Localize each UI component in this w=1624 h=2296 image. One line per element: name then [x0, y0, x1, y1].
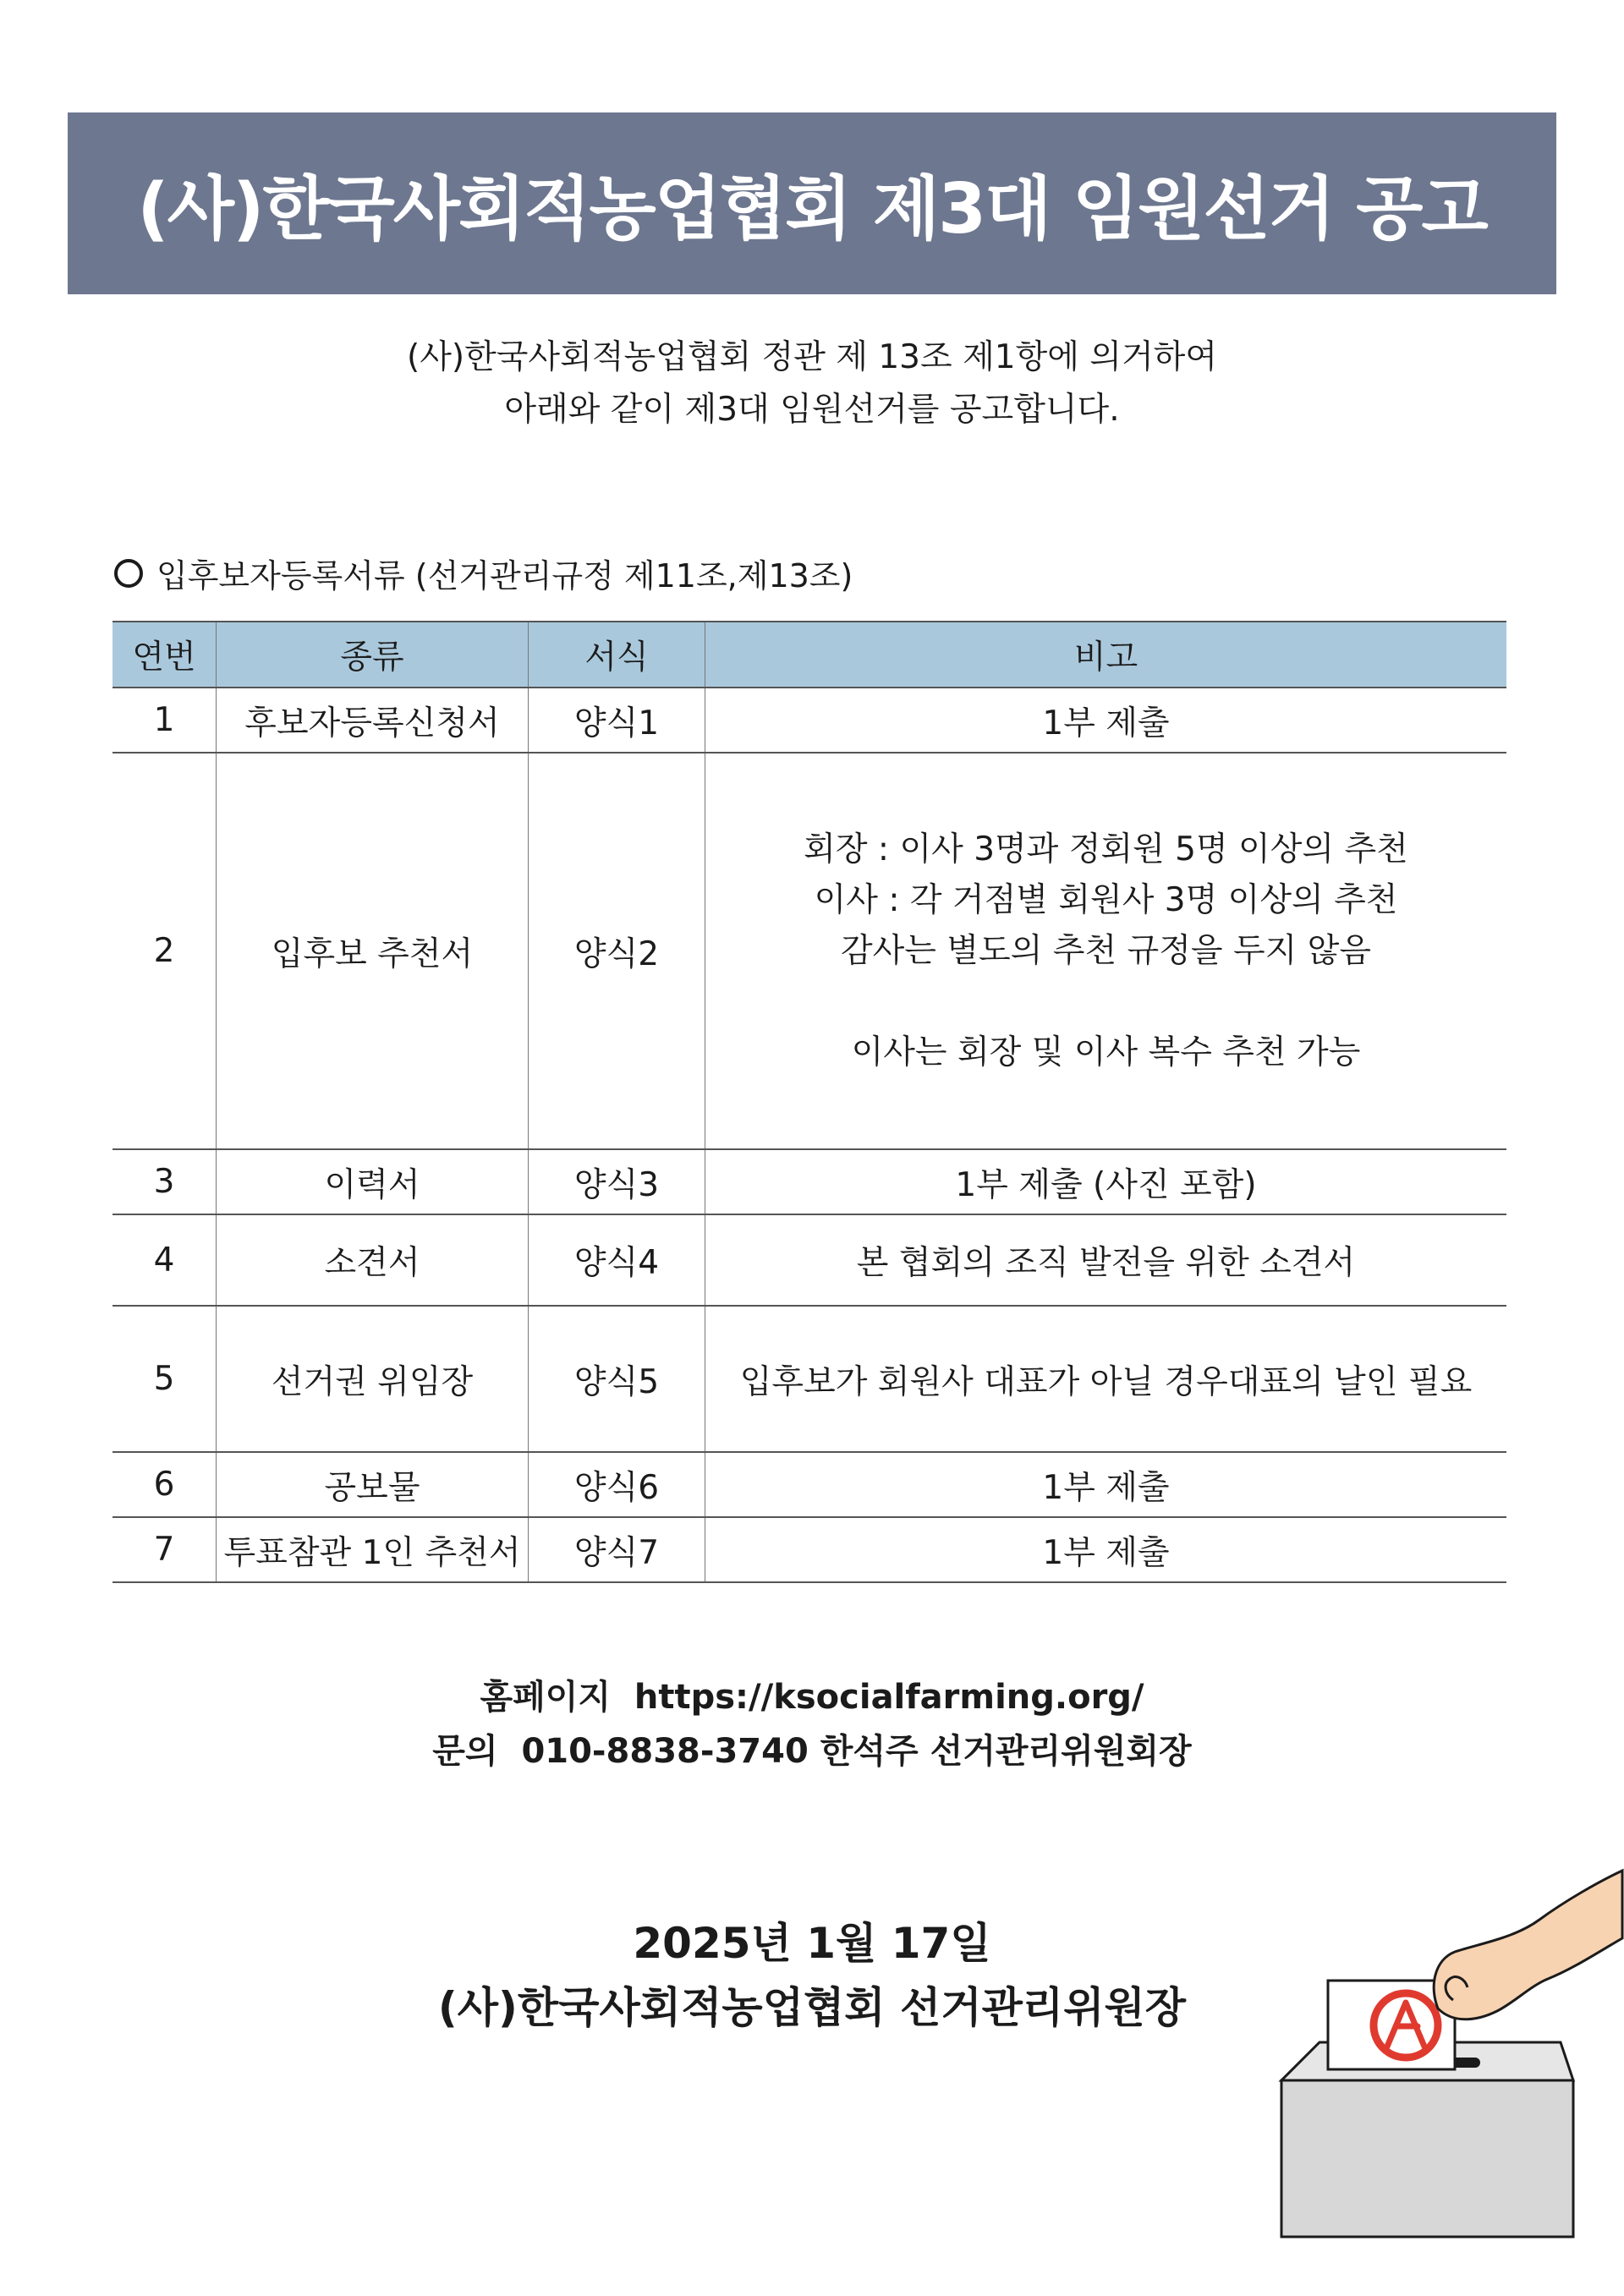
- intro-text: [0, 332, 1624, 436]
- remark-spacer: [705, 977, 1506, 1027]
- cell-kind: 공보물: [217, 1452, 529, 1517]
- intro-line-2: 아래와 같이 제3대 임원선거를 공고합니다.: [504, 391, 1120, 429]
- inquiry-value: 010-8838-3740 한석주 선거관리위원회장: [521, 1732, 1192, 1771]
- header-remarks: 비고: [705, 622, 1507, 688]
- cell-no: 5: [112, 1306, 217, 1452]
- homepage-label: 홈페이지: [480, 1678, 612, 1717]
- table-row: [112, 1306, 1506, 1452]
- table-row: [112, 1452, 1506, 1517]
- contact-info: [0, 1670, 1624, 1778]
- section-heading: [114, 550, 853, 596]
- circle-bullet-icon: [114, 559, 143, 588]
- cell-form: 양식5: [529, 1306, 705, 1452]
- cell-kind: 이력서: [217, 1149, 529, 1214]
- cell-no: 2: [112, 753, 217, 1149]
- remark-line: 감사는 별도의 추천 규정을 두지 않음: [840, 931, 1372, 970]
- header-kind: 종류: [217, 622, 529, 688]
- cell-form: 양식2: [529, 753, 705, 1149]
- documents-table: [112, 621, 1506, 1583]
- header-form: 서식: [529, 622, 705, 688]
- cell-remarks: 본 협회의 조직 발전을 위한 소견서: [705, 1214, 1507, 1306]
- cell-remarks: 1부 제출: [705, 688, 1507, 753]
- remark-line: 회장 : 이사 3명과 정회원 5명 이상의 추천: [804, 830, 1408, 869]
- cell-form: 양식4: [529, 1214, 705, 1306]
- cell-kind: 선거권 위임장: [217, 1306, 529, 1452]
- table-row: [112, 688, 1506, 753]
- cell-form: 양식1: [529, 688, 705, 753]
- cell-no: 3: [112, 1149, 217, 1214]
- announcement-date: 2025년 1월 17일: [633, 1919, 991, 1968]
- section-title: 입후보자등록서류 (선거관리규정 제11조,제13조): [156, 557, 853, 595]
- cell-kind: 투표참관 1인 추천서: [217, 1517, 529, 1582]
- table-header-row: [112, 622, 1506, 688]
- ballot-box-icon: [1243, 1860, 1624, 2249]
- table-row: [112, 753, 1506, 1149]
- issuer-name: (사)한국사회적농업협회 선거관리위원장: [437, 1983, 1187, 2032]
- cell-no: 6: [112, 1452, 217, 1517]
- cell-kind: 후보자등록신청서: [217, 688, 529, 753]
- title-banner: [68, 112, 1556, 294]
- cell-remarks: 1부 제출: [705, 1517, 1507, 1582]
- intro-line-1: (사)한국사회적농업협회 정관 제 13조 제1항에 의거하여: [406, 338, 1217, 376]
- inquiry-line: [0, 1724, 1624, 1778]
- table-row: [112, 1214, 1506, 1306]
- homepage-line: [0, 1670, 1624, 1724]
- remark-line: 이사 : 각 거점별 회원사 3명 이상의 추천: [814, 880, 1398, 919]
- homepage-link[interactable]: https://ksocialfarming.org/: [634, 1678, 1144, 1717]
- cell-remarks: 1부 제출: [705, 1452, 1507, 1517]
- page-title: (사)한국사회적농업협회 제3대 임원선거 공고: [137, 169, 1487, 249]
- cell-form: 양식3: [529, 1149, 705, 1214]
- cell-form: 양식7: [529, 1517, 705, 1582]
- cell-form: 양식6: [529, 1452, 705, 1517]
- cell-no: 1: [112, 688, 217, 753]
- table-row: [112, 1149, 1506, 1214]
- cell-remarks: 입후보가 회원사 대표가 아닐 경우대표의 날인 필요: [705, 1306, 1507, 1452]
- header-no: 연번: [112, 622, 217, 688]
- inquiry-label: 문의: [432, 1732, 498, 1771]
- cell-remarks: 1부 제출 (사진 포함): [705, 1149, 1507, 1214]
- cell-kind: 소견서: [217, 1214, 529, 1306]
- cell-no: 4: [112, 1214, 217, 1306]
- cell-kind: 입후보 추천서: [217, 753, 529, 1149]
- remark-line: 이사는 회장 및 이사 복수 추천 가능: [851, 1033, 1361, 1071]
- cell-remarks: [705, 753, 1507, 1149]
- remarks-list: [705, 825, 1506, 1078]
- cell-no: 7: [112, 1517, 217, 1582]
- table-row: [112, 1517, 1506, 1582]
